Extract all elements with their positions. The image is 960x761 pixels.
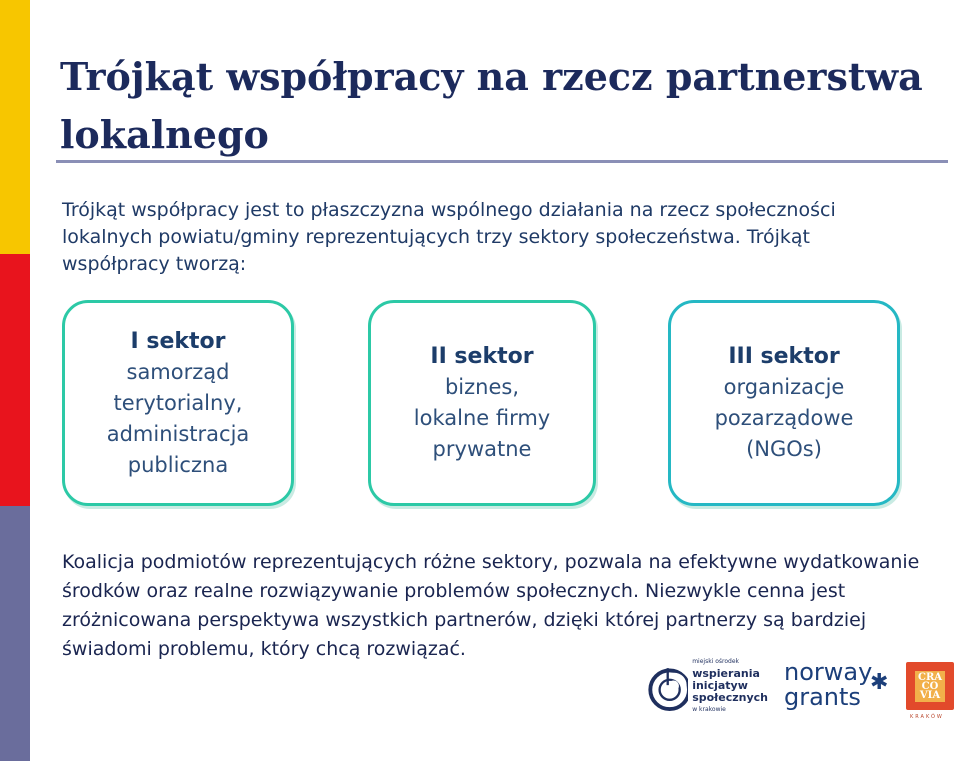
title-divider bbox=[56, 160, 948, 163]
sector-box-1 bbox=[62, 300, 294, 506]
sector-line: administracja bbox=[106, 421, 250, 446]
mows-line-2: inicjatyw bbox=[692, 679, 748, 692]
sector-heading: II sektor bbox=[430, 344, 534, 369]
cracovia-logo bbox=[906, 662, 954, 720]
mows-line-3: społecznych bbox=[692, 691, 768, 704]
sector-line: biznes, bbox=[444, 375, 520, 399]
sector-line: organizacje bbox=[723, 375, 845, 399]
sector-line: pozarządowe bbox=[714, 406, 854, 430]
mows-emblem-icon bbox=[648, 656, 688, 722]
sector-heading: III sektor bbox=[728, 344, 840, 369]
intro-paragraph: Trójkąt współpracy jest to płaszczyzna wspólnego działania na rzecz społeczności lokalnych powiatu/gminy reprezentujących trzy sektory społeczeństwa. Trójkąt współpracy tworzą: bbox=[62, 199, 836, 275]
accent-bar-red bbox=[0, 254, 30, 506]
sector-line: publiczna bbox=[127, 452, 229, 477]
sector-box-2 bbox=[368, 300, 596, 506]
sector-line: prywatne bbox=[432, 437, 532, 461]
sector-box-3 bbox=[668, 300, 900, 506]
mows-top-text: miejski ośrodek bbox=[692, 658, 740, 665]
slide-title: Trójkąt współpracy na rzecz partnerstwa lokalnego bbox=[60, 54, 923, 157]
sector-heading: I sektor bbox=[130, 328, 226, 354]
body-paragraph: Koalicja podmiotów reprezentujących różne sektory, pozwala na efektywne wydatkowanie środków oraz realne rozwiązywanie problemów społecznych. Niezwykle cenna jest zróżnicowana perspektywa wszystkich partnerów, dzięki której partnerzy są bardziej świadomi problemu, który chcą rozwiązać. bbox=[62, 551, 920, 660]
norway-line-2: grants bbox=[784, 683, 861, 711]
mows-bottom-text: w krakowie bbox=[692, 706, 726, 713]
mows-line-1: wspierania bbox=[692, 667, 760, 680]
cracovia-sub-text: KRAKÓW bbox=[910, 714, 944, 720]
sector-line: lokalne firmy bbox=[413, 406, 551, 430]
mows-logo bbox=[648, 656, 768, 722]
sector-line: terytorialny, bbox=[113, 390, 243, 415]
accent-bar-yellow bbox=[0, 0, 30, 254]
norway-grants-logo bbox=[784, 660, 894, 720]
sector-line: samorząd bbox=[126, 359, 230, 384]
sector-line: (NGOs) bbox=[746, 437, 822, 461]
norway-star-icon: ✱ bbox=[870, 670, 889, 695]
cracovia-line-1: CRA bbox=[917, 671, 943, 683]
accent-bar-blue bbox=[0, 506, 30, 761]
cracovia-line-2: CO bbox=[921, 680, 939, 692]
cracovia-line-3: VIA bbox=[919, 689, 941, 701]
norway-line-1: norway bbox=[784, 658, 873, 686]
